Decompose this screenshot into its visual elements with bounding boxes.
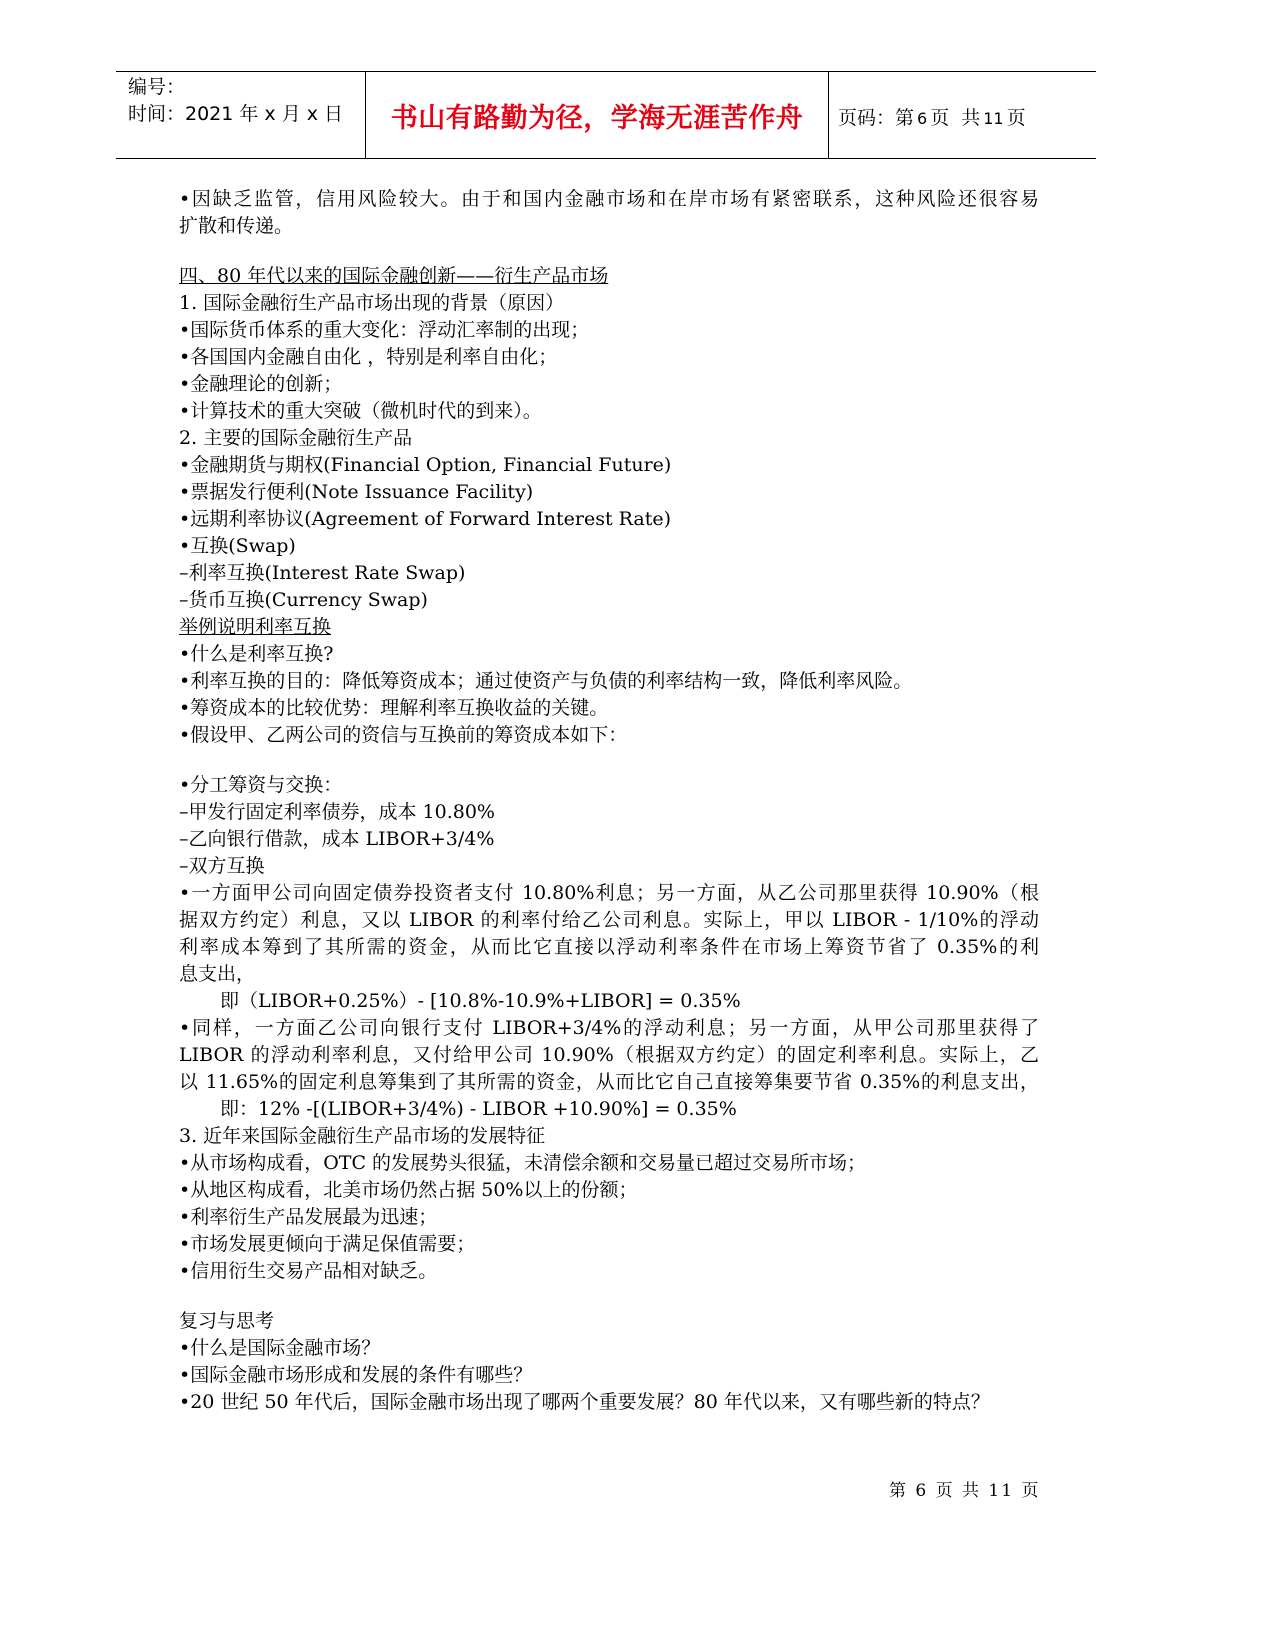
review-question: •国际金融市场形成和发展的条件有哪些？ (179, 1364, 533, 1386)
page-prefix: 页码：第 (838, 107, 915, 129)
page-footer: 第 6 页 共 11 页 (889, 1481, 1041, 1501)
bullet-item: •金融理论的创新； (179, 373, 343, 395)
bullet-item: •利率衍生产品发展最为迅速； (179, 1206, 438, 1228)
sub-bullet-item: –甲发行固定利率债券，成本 10.80% (179, 801, 495, 823)
review-question: •20 世纪 50 年代后，国际金融市场出现了哪两个重要发展？80 年代以来，又有哪些新的特点？ (179, 1391, 990, 1413)
header-page-indicator (838, 103, 1026, 130)
example-heading: 举例说明利率互换 (179, 616, 332, 638)
review-question: •什么是国际金融市场？ (179, 1337, 381, 1359)
header-motto: 书山有路勤为径，学海无涯苦作舟 (390, 103, 804, 134)
bullet-item: •各国国内金融自由化 ，特别是利率自由化； (179, 346, 558, 368)
page-total: 11 (983, 109, 1004, 128)
formula-line: 即（LIBOR+0.25%）- [10.8%-10.9%+LIBOR] = 0.35% (220, 990, 741, 1012)
formula-line: 即：12% -[(LIBOR+3/4%) - LIBOR +10.90%] = 0.35% (220, 1098, 737, 1120)
paragraph-line: •同样，一方面乙公司向银行支付 LIBOR+3/4%的浮动利息；另一方面，从甲公司那里获得了 (179, 1017, 1039, 1039)
sub-bullet-item: –双方互换 (179, 855, 265, 877)
bullet-item: •金融期货与期权(Financial Option, Financial Future) (179, 454, 672, 476)
blank-line (179, 1285, 1039, 1308)
blank-line (179, 240, 1039, 263)
header-top-rule (116, 71, 1096, 72)
sub-bullet-item: –乙向银行借款，成本 LIBOR+3/4% (179, 828, 495, 850)
bullet-item: •票据发行便利(Note Issuance Facility) (179, 481, 534, 503)
bullet-item: •分工筹资与交换： (179, 774, 343, 796)
paragraph-line: 利率成本筹到了其所需的资金，从而比它直接以浮动利率条件在市场上筹资节省了 0.35%的利 (179, 936, 1039, 958)
bullet-item: •国际货币体系的重大变化：浮动汇率制的出现； (179, 319, 590, 341)
sub-bullet-item: –利率互换(Interest Rate Swap) (179, 562, 466, 584)
document-body (179, 186, 1039, 1416)
bullet-item: •远期利率协议(Agreement of Forward Interest Rate) (179, 508, 672, 530)
bullet-item: •什么是利率互换? (179, 643, 334, 665)
text-line: 扩散和传递。 (179, 215, 294, 237)
paragraph-line: 以 11.65%的固定利息筹集到了其所需的资金，从而比它自己直接筹集要节省 0.35%的利息支出， (179, 1071, 1039, 1093)
sub-bullet-item: –货币互换(Currency Swap) (179, 589, 428, 611)
review-heading: 复习与思考 (179, 1310, 275, 1332)
page-current: 6 (917, 109, 928, 128)
bullet-item: •计算技术的重大突破（微机时代的到来）。 (179, 400, 542, 422)
paragraph-line: 息支出， (179, 963, 256, 985)
bullet-item: •信用衍生交易产品相对缺乏。 (179, 1260, 438, 1282)
subsection-heading: 1. 国际金融衍生产品市场出现的背景（原因） (179, 292, 565, 314)
header-divider-right (828, 71, 829, 159)
bullet-item: •从地区构成看，北美市场仍然占据 50%以上的份额； (179, 1179, 638, 1201)
bullet-item: •互换(Swap) (179, 535, 296, 557)
document-date: 时间：2021 年 x 月 x 日 (128, 103, 344, 125)
document-number-label: 编号： (128, 76, 186, 98)
page-suffix: 页 (1006, 107, 1026, 129)
bullet-item: •利率互换的目的：降低筹资成本；通过使资产与负债的利率结构一致，降低利率风险。 (179, 670, 913, 692)
page-mid: 页 (930, 107, 950, 129)
text-line: •因缺乏监管，信用风险较大。由于和国内金融市场和在岸市场有紧密联系，这种风险还很容易 (179, 188, 1039, 210)
subsection-heading: 3. 近年来国际金融衍生产品市场的发展特征 (179, 1125, 546, 1147)
section-heading: 四、80 年代以来的国际金融创新——衍生产品市场 (179, 265, 609, 287)
subsection-heading: 2. 主要的国际金融衍生产品 (179, 427, 413, 449)
bullet-item: •从市场构成看，OTC 的发展势头很猛，未清偿余额和交易量已超过交易所市场； (179, 1152, 867, 1174)
bullet-item: •市场发展更倾向于满足保值需要； (179, 1233, 476, 1255)
paragraph-line: 据双方约定）利息，又以 LIBOR 的利率付给乙公司利息。实际上，甲以 LIBOR - 1/10%的浮动 (179, 909, 1039, 931)
paragraph-line: •一方面甲公司向固定债券投资者支付 10.80%利息；另一方面，从乙公司那里获得 10.90%（根 (179, 882, 1039, 904)
header-bottom-rule (116, 158, 1096, 159)
page-total-prefix: 共 (961, 107, 981, 129)
bullet-item: •假设甲、乙两公司的资信与互换前的筹资成本如下： (179, 724, 628, 746)
blank-line (179, 749, 1039, 772)
header-meta (128, 74, 343, 128)
paragraph-line: LIBOR 的浮动利率利息，又付给甲公司 10.90%（根据双方约定）的固定利率利息。实际上，乙 (179, 1044, 1039, 1066)
bullet-item: •筹资成本的比较优势：理解利率互换收益的关键。 (179, 697, 609, 719)
